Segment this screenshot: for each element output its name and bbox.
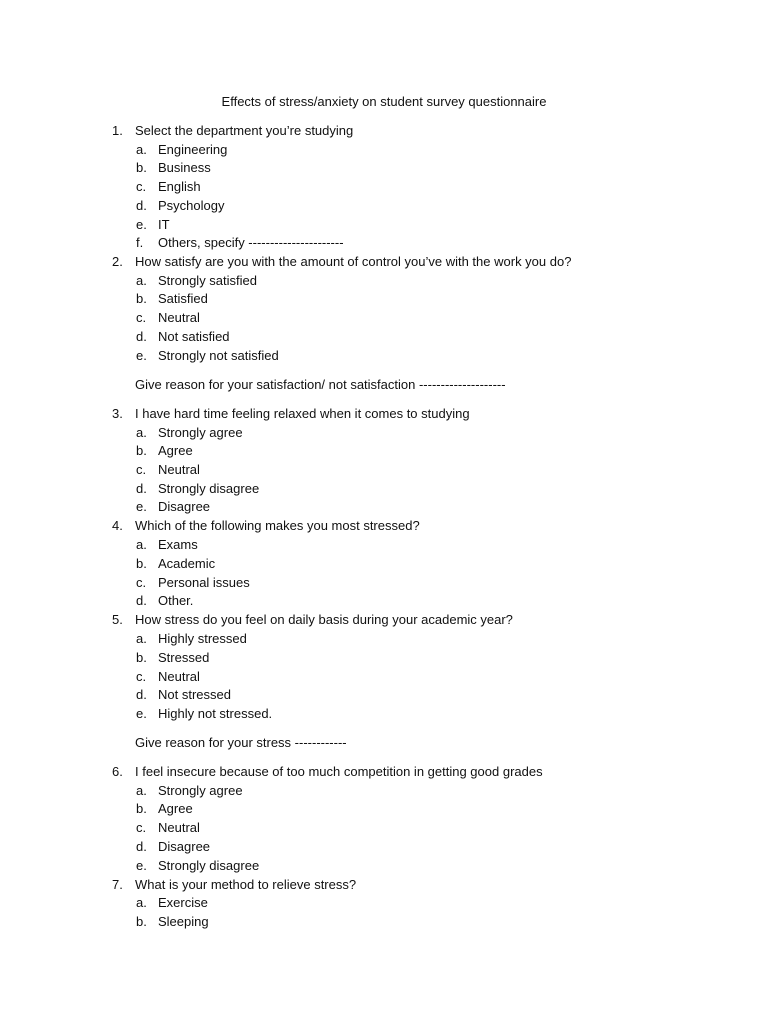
option-letter: a. [136, 631, 147, 646]
question-number: 3. [112, 406, 123, 421]
option-text: Strongly agree [158, 783, 243, 798]
option-text: Not satisfied [158, 329, 230, 344]
question-text: Select the department you’re studying [135, 123, 354, 138]
option-text: Other. [158, 593, 194, 608]
question-number: 4. [112, 518, 123, 533]
option-text: Neutral [158, 462, 200, 477]
option-letter: b. [136, 556, 147, 571]
option-text: Disagree [158, 499, 211, 514]
option-letter: d. [136, 593, 147, 608]
question-text: What is your method to relieve stress? [135, 877, 357, 892]
option-text: Neutral [158, 820, 200, 835]
option-text: IT [158, 217, 170, 232]
option-letter: c. [136, 575, 147, 590]
option-text: Sleeping [158, 914, 209, 929]
option-text: Highly not stressed. [158, 706, 273, 721]
option-text: English [158, 179, 201, 194]
option-text: Psychology [158, 198, 225, 213]
option-letter: e. [136, 217, 147, 232]
option-text: Strongly satisfied [158, 273, 257, 288]
option-text: Strongly disagree [158, 481, 260, 496]
option-text: Agree [158, 801, 193, 816]
question-number: 6. [112, 764, 123, 779]
option-letter: a. [136, 142, 147, 157]
question-number: 1. [112, 123, 123, 138]
option-letter: e. [136, 499, 147, 514]
option-text: Strongly agree [158, 425, 243, 440]
option-letter: c. [136, 669, 147, 684]
option-letter: c. [136, 310, 147, 325]
option-text: Not stressed [158, 687, 231, 702]
option-letter: b. [136, 291, 147, 306]
question-number: 2. [112, 254, 123, 269]
option-letter: d. [136, 687, 147, 702]
option-text: Highly stressed [158, 631, 247, 646]
option-letter: c. [136, 820, 147, 835]
question-number: 5. [112, 612, 123, 627]
option-letter: e. [136, 706, 147, 721]
reason-prompt: Give reason for your stress ------------ [135, 735, 347, 750]
option-text: Strongly disagree [158, 858, 260, 873]
option-text: Disagree [158, 839, 211, 854]
option-letter: b. [136, 443, 147, 458]
option-text: Agree [158, 443, 193, 458]
question-text: Which of the following makes you most stressed? [135, 518, 420, 533]
question-text: I have hard time feeling relaxed when it comes to studying [135, 406, 470, 421]
option-text: Engineering [158, 142, 228, 157]
option-letter: f. [136, 235, 144, 250]
option-letter: a. [136, 783, 147, 798]
question-text: I feel insecure because of too much competition in getting good grades [135, 764, 543, 779]
option-text: Strongly not satisfied [158, 348, 279, 363]
option-letter: b. [136, 650, 147, 665]
option-letter: e. [136, 348, 147, 363]
option-letter: c. [136, 179, 147, 194]
option-letter: a. [136, 895, 147, 910]
option-text: Satisfied [158, 291, 208, 306]
option-letter: d. [136, 839, 147, 854]
option-letter: d. [136, 198, 147, 213]
option-letter: a. [136, 425, 147, 440]
option-letter: a. [136, 537, 147, 552]
option-letter: b. [136, 160, 147, 175]
option-text: Academic [158, 556, 216, 571]
question-number: 7. [112, 877, 123, 892]
document-title: Effects of stress/anxiety on student survey questionnaire [221, 94, 547, 109]
option-letter: b. [136, 914, 147, 929]
option-letter: d. [136, 481, 147, 496]
option-text: Business [158, 160, 211, 175]
option-text: Personal issues [158, 575, 250, 590]
option-letter: a. [136, 273, 147, 288]
option-text: Stressed [158, 650, 210, 665]
option-text: Neutral [158, 310, 200, 325]
option-text: Exercise [158, 895, 208, 910]
option-letter: b. [136, 801, 147, 816]
option-letter: d. [136, 329, 147, 344]
question-text: How satisfy are you with the amount of control you’ve with the work you do? [135, 254, 572, 269]
option-text: Exams [158, 537, 198, 552]
option-letter: c. [136, 462, 147, 477]
question-text: How stress do you feel on daily basis during your academic year? [135, 612, 513, 627]
option-text: Others, specify ---------------------- [158, 235, 344, 250]
option-text: Neutral [158, 669, 200, 684]
reason-prompt: Give reason for your satisfaction/ not satisfaction -------------------- [135, 377, 506, 392]
option-letter: e. [136, 858, 147, 873]
